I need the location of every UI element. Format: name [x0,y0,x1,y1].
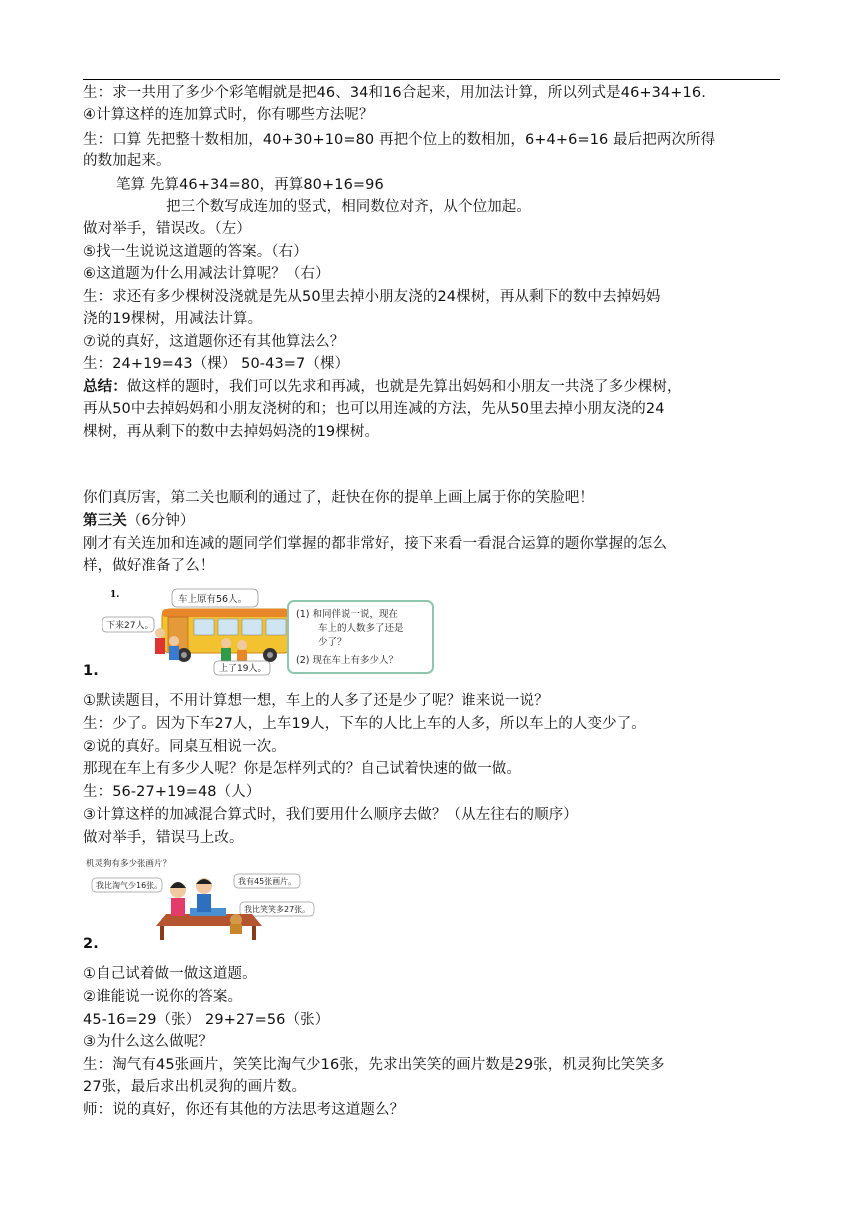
text-line: 生：24+19=43（棵） 50-43=7（棵） [83,356,350,372]
text-line: 再从50中去掉妈妈和小朋友浇树的和；也可以用连减的方法，先从50里去掉小朋友浇的24 [83,401,665,417]
text-line: 那现在车上有多少人呢？你是怎样列式的？自己试着快速的做一做。 [83,761,521,777]
text-line: ①默读题目，不用计算想一想，车上的人多了还是少了呢？谁来说一说？ [83,693,549,709]
level3-label: 第三关 [83,513,127,529]
text-line: 做对举手，错误改。（左） [83,221,251,237]
left-bubble: 我比淘气少16张。 [96,881,163,890]
text-line: ⑤找一生说说这道题的答案。（右） [83,244,308,260]
question-2: (2) 现在车上有多少人？ [296,655,398,666]
text-line: 生：口算 先把整十数相加，40+30+10=80 再把个位上的数相加，6+4+6=16 最后把两次所得 [83,132,716,148]
question-1-cont: 车上的人数多了还是 [318,623,404,634]
text-line: ①自己试着做一做这道题。 [83,966,257,982]
text-line: 27张，最后求出机灵狗的画片数。 [83,1079,307,1095]
figure1-number: 1. [110,590,120,600]
text-line: 生：56-27+19=48（人） [83,784,261,800]
text-line: 样，做好准备了么！ [83,558,215,574]
text-line: 的数加起来。 [83,153,171,169]
bus-left-label: 下来27人。 [106,621,154,631]
text-line: 师：说的真好，你还有其他的方法思考这道题么？ [83,1102,405,1118]
text-line: 做对举手，错误马上改。 [83,830,244,846]
text-line: 棵树，再从剩下的数中去掉妈妈浇的19棵树。 [83,424,380,440]
text-line: ③为什么这么做呢？ [83,1034,213,1050]
problem-1-number: 1. [83,663,99,679]
right-bubble-1: 我有45张画片。 [238,877,297,886]
bus-sign-text: 车上原有56人。 [178,594,248,605]
problem-2-number: 2. [83,936,99,952]
header-rule [83,79,780,80]
summary-line: 总结：做这样的题时，我们可以先求和再减，也就是先算出妈妈和小朋友一共浇了多少棵树， [83,379,682,395]
text-line: ②说的真好。同桌互相说一次。 [83,739,286,755]
text-line: 你们真厉害，第二关也顺利的通过了，赶快在你的提单上画上属于你的笑脸吧！ [83,490,594,506]
text-line: ③计算这样的加减混合算式时，我们要用什么顺序去做？（从左往右的顺序） [83,807,578,823]
bus-bottom-label: 上了19人。 [219,664,267,674]
text-line: 笔算 先算46+34=80，再算80+16=96 [116,177,384,193]
figure2-question: 机灵狗有多少张画片？ [86,859,172,869]
question-1-end: 少了？ [318,637,347,648]
question-1: (1) 和同伴说一说，现在 [296,609,398,620]
text-line: 把三个数写成连加的竖式，相同数位对齐，从个位加起。 [166,199,531,215]
text-line: 45-16=29（张） 29+27=56（张） [83,1012,330,1028]
text-line: 生：求还有多少棵树没浇就是先从50里去掉小朋友浇的24棵树，再从剩下的数中去掉妈妈 [83,289,661,305]
text-line: 刚才有关连加和连减的题同学们掌握的都非常好，接下来看一看混合运算的题你掌握的怎么 [83,536,667,552]
bus-illustration [102,585,437,677]
summary-label: 总结： [83,379,127,395]
text-line: 生：求一共用了多少个彩笔帽就是把46、34和16合起来，用加法计算，所以列式是46+34+16. [83,85,706,101]
level3-heading: 第三关（6分钟） [83,513,195,529]
right-bubble-2: 我比笑笑多27张。 [244,905,311,914]
text-line: ⑦说的真好，这道题你还有其他算法么？ [83,334,345,350]
text-line: ⑥这道题为什么用减法计算呢？（右） [83,266,330,282]
text-line: 生：淘气有45张画片，笑笑比淘气少16张，先求出笑笑的画片数是29张，机灵狗比笑笑多 [83,1057,665,1073]
text-line: 浇的19棵树，用减法计算。 [83,311,263,327]
text-line: ②谁能说一说你的答案。 [83,989,243,1005]
text-line: 生：少了。因为下车27人，上车19人，下车的人比上车的人多，所以车上的人变少了。 [83,716,646,732]
cards-illustration [86,856,316,942]
text-line: ④计算这样的连加算式时，你有哪些方法呢？ [83,107,374,123]
